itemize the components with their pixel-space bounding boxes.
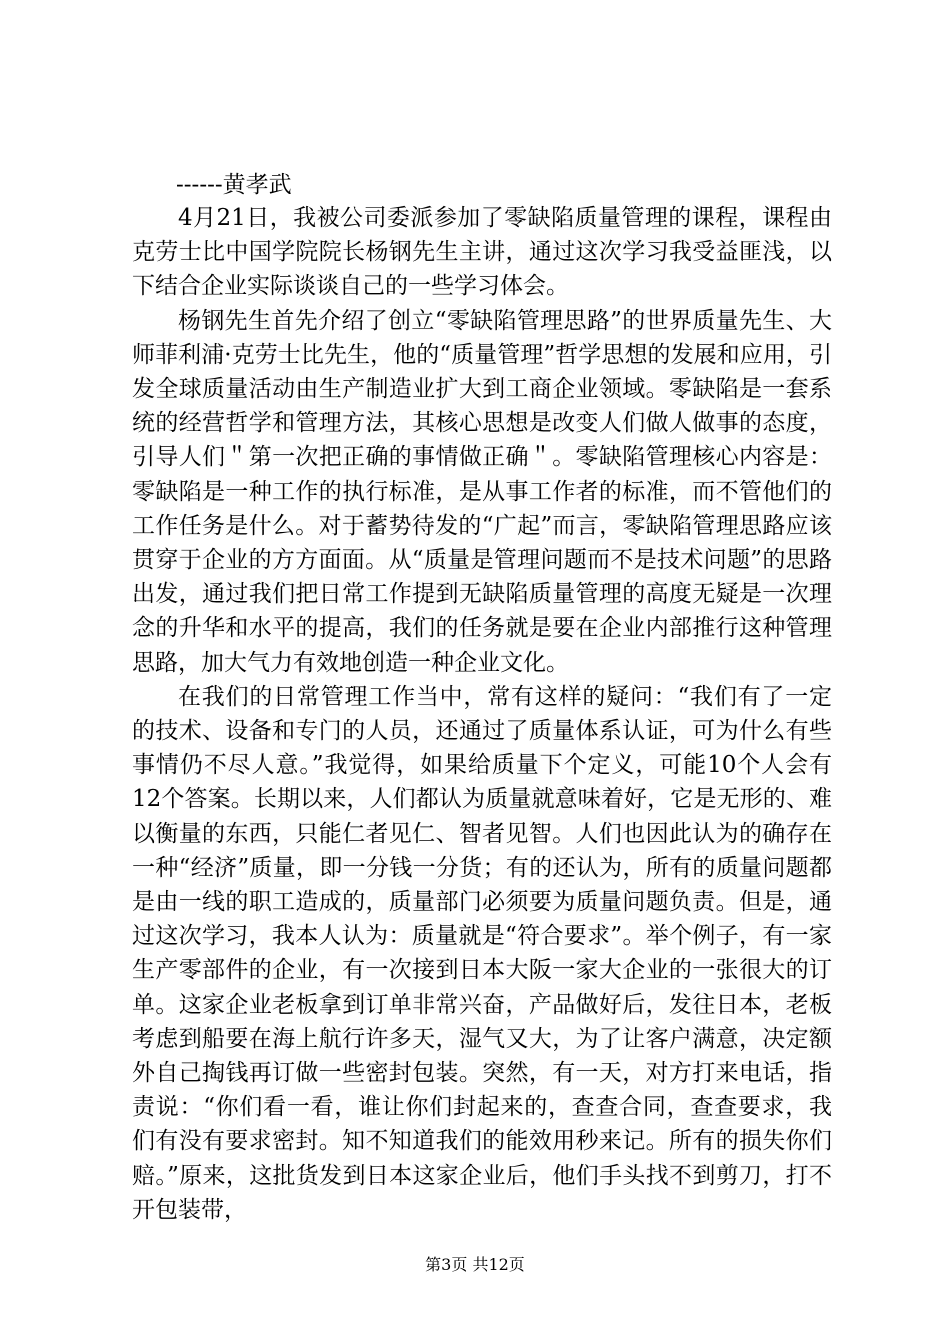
page-number-footer: 第3页 共12页 <box>425 1255 525 1274</box>
paragraph-quality-definition: 在我们的日常管理工作当中，常有这样的疑问：“我们有了一定的技术、设备和专门的人员，还通过了质量体系认证，可为什么有些事情仍不尽人意。”我觉得，如果给质量下个定义，可能10个人会有12个答案。长期以来，人们都认为质量就意味着好，它是无形的、难以衡量的东西，只能仁者见仁、智者见智。人们也因此认为的确存在一种“经济”质量，即一分钱一分货；有的还认为，所有的质量问题都是由一线的职工造成的，质量部门必须要为质量问题负责。但是，通过这次学习，我本人认为：质量就是“符合要求”。举个例子，有一家生产零部件的企业，有一次接到日本大阪一家大企业的一张很大的订单。这家企业老板拿到订单非常兴奋，产品做好后，发往日本，老板考虑到船要在海上航行许多天，湿气又大，为了让客户满意，决定额外自己掏钱再订做一些密封包装。突然，有一天，对方打来电话，指责说：“你们看一看，谁让你们封起来的，查查合同，查查要求，我们有没有要求密封。知不知道我们的能效用秒来记。所有的损失你们赔。”原来，这批货发到日本这家企业后，他们手头找不到剪刀，打不开包装带， <box>132 683 832 1223</box>
paragraph-course-intro: 4月21日，我被公司委派参加了零缺陷质量管理的课程，课程由克劳士比中国学院院长杨钢先生主讲，通过这次学习我受益匪浅，以下结合企业实际谈谈自己的一些学习体会。 <box>132 205 832 300</box>
document-body <box>132 201 832 1227</box>
paragraph-zero-defect-concept: 杨钢先生首先介绍了创立“零缺陷管理思路”的世界质量先生、大师菲利浦·克劳士比先生，他的“质量管理”哲学思想的发展和应用，引发全球质量活动由生产制造业扩大到工商企业领域。零缺陷是一套系统的经营哲学和管理方法，其核心思想是改变人们做人做事的态度，引导人们＂第一次把正确的事情做正确＂。零缺陷管理核心内容是：零缺陷是一种工作的执行标准，是从事工作者的标准，而不管他们的工作任务是什么。对于蓄势待发的“广起”而言，零缺陷管理思路应该贯穿于企业的方方面面。从“质量是管理问题而不是技术问题”的思路出发，通过我们把日常工作提到无缺陷质量管理的高度无疑是一次理念的升华和水平的提高，我们的任务就是要在企业内部推行这种管理思路，加大气力有效地创造一种企业文化。 <box>132 307 832 676</box>
author-byline: ------黄孝武 <box>176 172 292 198</box>
